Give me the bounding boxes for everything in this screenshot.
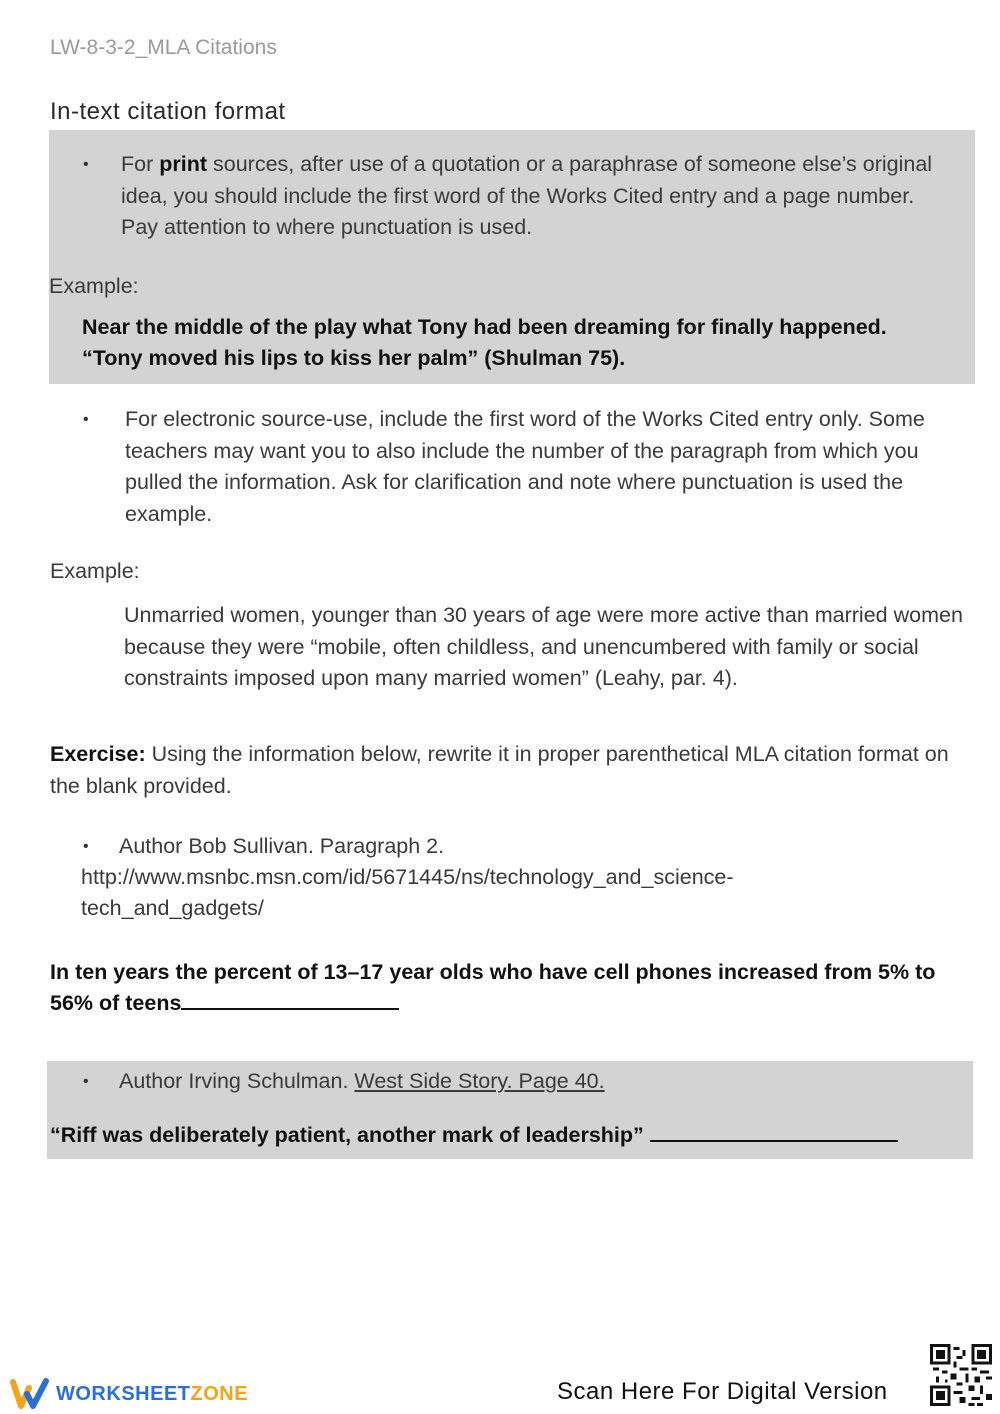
print-example-line-1: Near the middle of the play what Tony had been dreaming for finally happened. — [82, 315, 887, 339]
print-sources-text: For print sources, after use of a quotation or a paraphrase of someone else’s original idea, you should include the first word of the Works Cited entry and a page number. Pay attention to where punctuation is used. — [121, 152, 933, 239]
exercise-1-source: Author Bob Sullivan. Paragraph 2. — [119, 834, 445, 858]
example-label: Example: — [49, 274, 139, 298]
answer-blank-2[interactable] — [650, 1120, 898, 1142]
exercise-2-source: Author Irving Schulman. West Side Story. Page 40. — [119, 1069, 605, 1093]
bullet-icon: • — [83, 838, 89, 855]
exercise-1-sentence-line-2: 56% of teens — [50, 988, 399, 1020]
example-label: Example: — [50, 559, 140, 583]
bullet-icon: • — [83, 1073, 89, 1090]
section-heading: In-text citation format — [50, 98, 286, 125]
print-example-line-2: “Tony moved his lips to kiss her palm” (Shulman 75). — [82, 346, 626, 370]
bullet-icon: • — [83, 411, 89, 428]
qr-code-icon[interactable] — [930, 1344, 992, 1406]
exercise-instructions: Exercise: Using the information below, rewrite it in proper parenthetical MLA citation format on the blank provided. — [50, 742, 949, 798]
exercise-2-sentence: “Riff was deliberately patient, another mark of leadership” — [50, 1120, 898, 1152]
electronic-example-text: Unmarried women, younger than 30 years of age were more active than married women because they were “mobile, often childless, and unencumbered with family or social constraints imposed upon many married women” (Leahy, par. 4). — [124, 603, 963, 690]
electronic-sources-text: For electronic source-use, include the first word of the Works Cited entry only. Some teachers may want you to also include the number of the paragraph from which you pulled the information. Ask for clarification and note where punctuation is used the example. — [125, 407, 925, 526]
exercise-1-url-line-1: http://www.msnbc.msn.com/id/5671445/ns/technology_and_science- — [81, 865, 734, 889]
exercise-1-url-line-2: tech_and_gadgets/ — [81, 896, 264, 920]
scan-digital-version-text: Scan Here For Digital Version — [557, 1378, 888, 1405]
logo-w-icon — [10, 1378, 50, 1410]
document-code: LW-8-3-2_MLA Citations — [50, 36, 277, 59]
bullet-icon: • — [83, 156, 89, 173]
exercise-1-sentence-line-1: In ten years the percent of 13–17 year olds who have cell phones increased from 5% to — [50, 960, 936, 984]
answer-blank-1[interactable] — [181, 988, 399, 1010]
worksheetzone-logo[interactable]: WORKSHEETZONE — [10, 1378, 248, 1410]
